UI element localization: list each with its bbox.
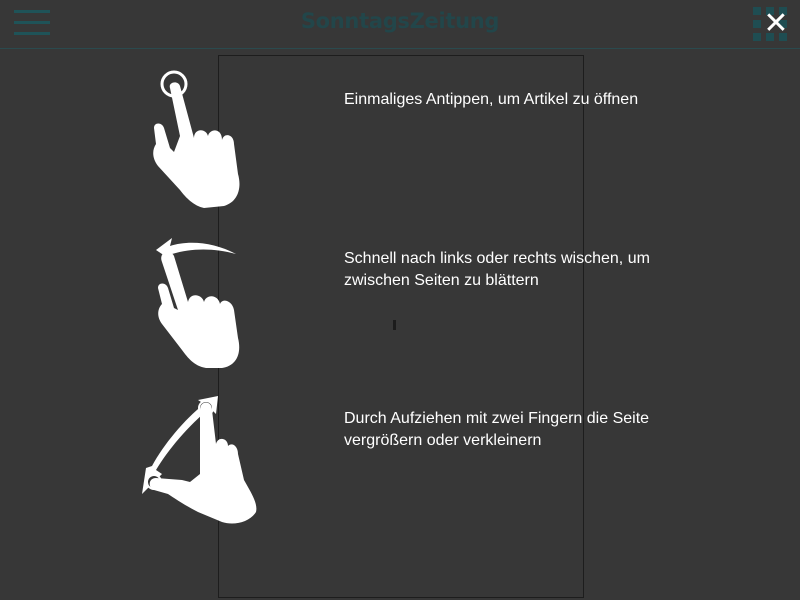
swipe-gesture-icon — [148, 232, 258, 370]
tap-gesture-icon — [140, 66, 255, 211]
top-bar — [0, 0, 800, 49]
brand-logo: SonntagsZeitung — [300, 9, 500, 33]
hamburger-menu-icon[interactable] — [14, 10, 50, 38]
pinch-zoom-gesture-icon — [138, 394, 263, 529]
gesture-tap-text: Einmaliges Antippen, um Artikel zu öffnen — [344, 91, 639, 108]
text-cursor-mark — [393, 320, 396, 330]
gesture-pinch-text: Durch Aufziehen mit zwei Fingern die Seite vergrößern oder verkleinern — [344, 410, 650, 449]
page-outline — [218, 55, 584, 598]
gesture-swipe-text: Schnell nach links oder rechts wischen, um zwischen Seiten zu blättern — [344, 250, 650, 289]
close-button[interactable]: ✕ — [763, 6, 789, 41]
